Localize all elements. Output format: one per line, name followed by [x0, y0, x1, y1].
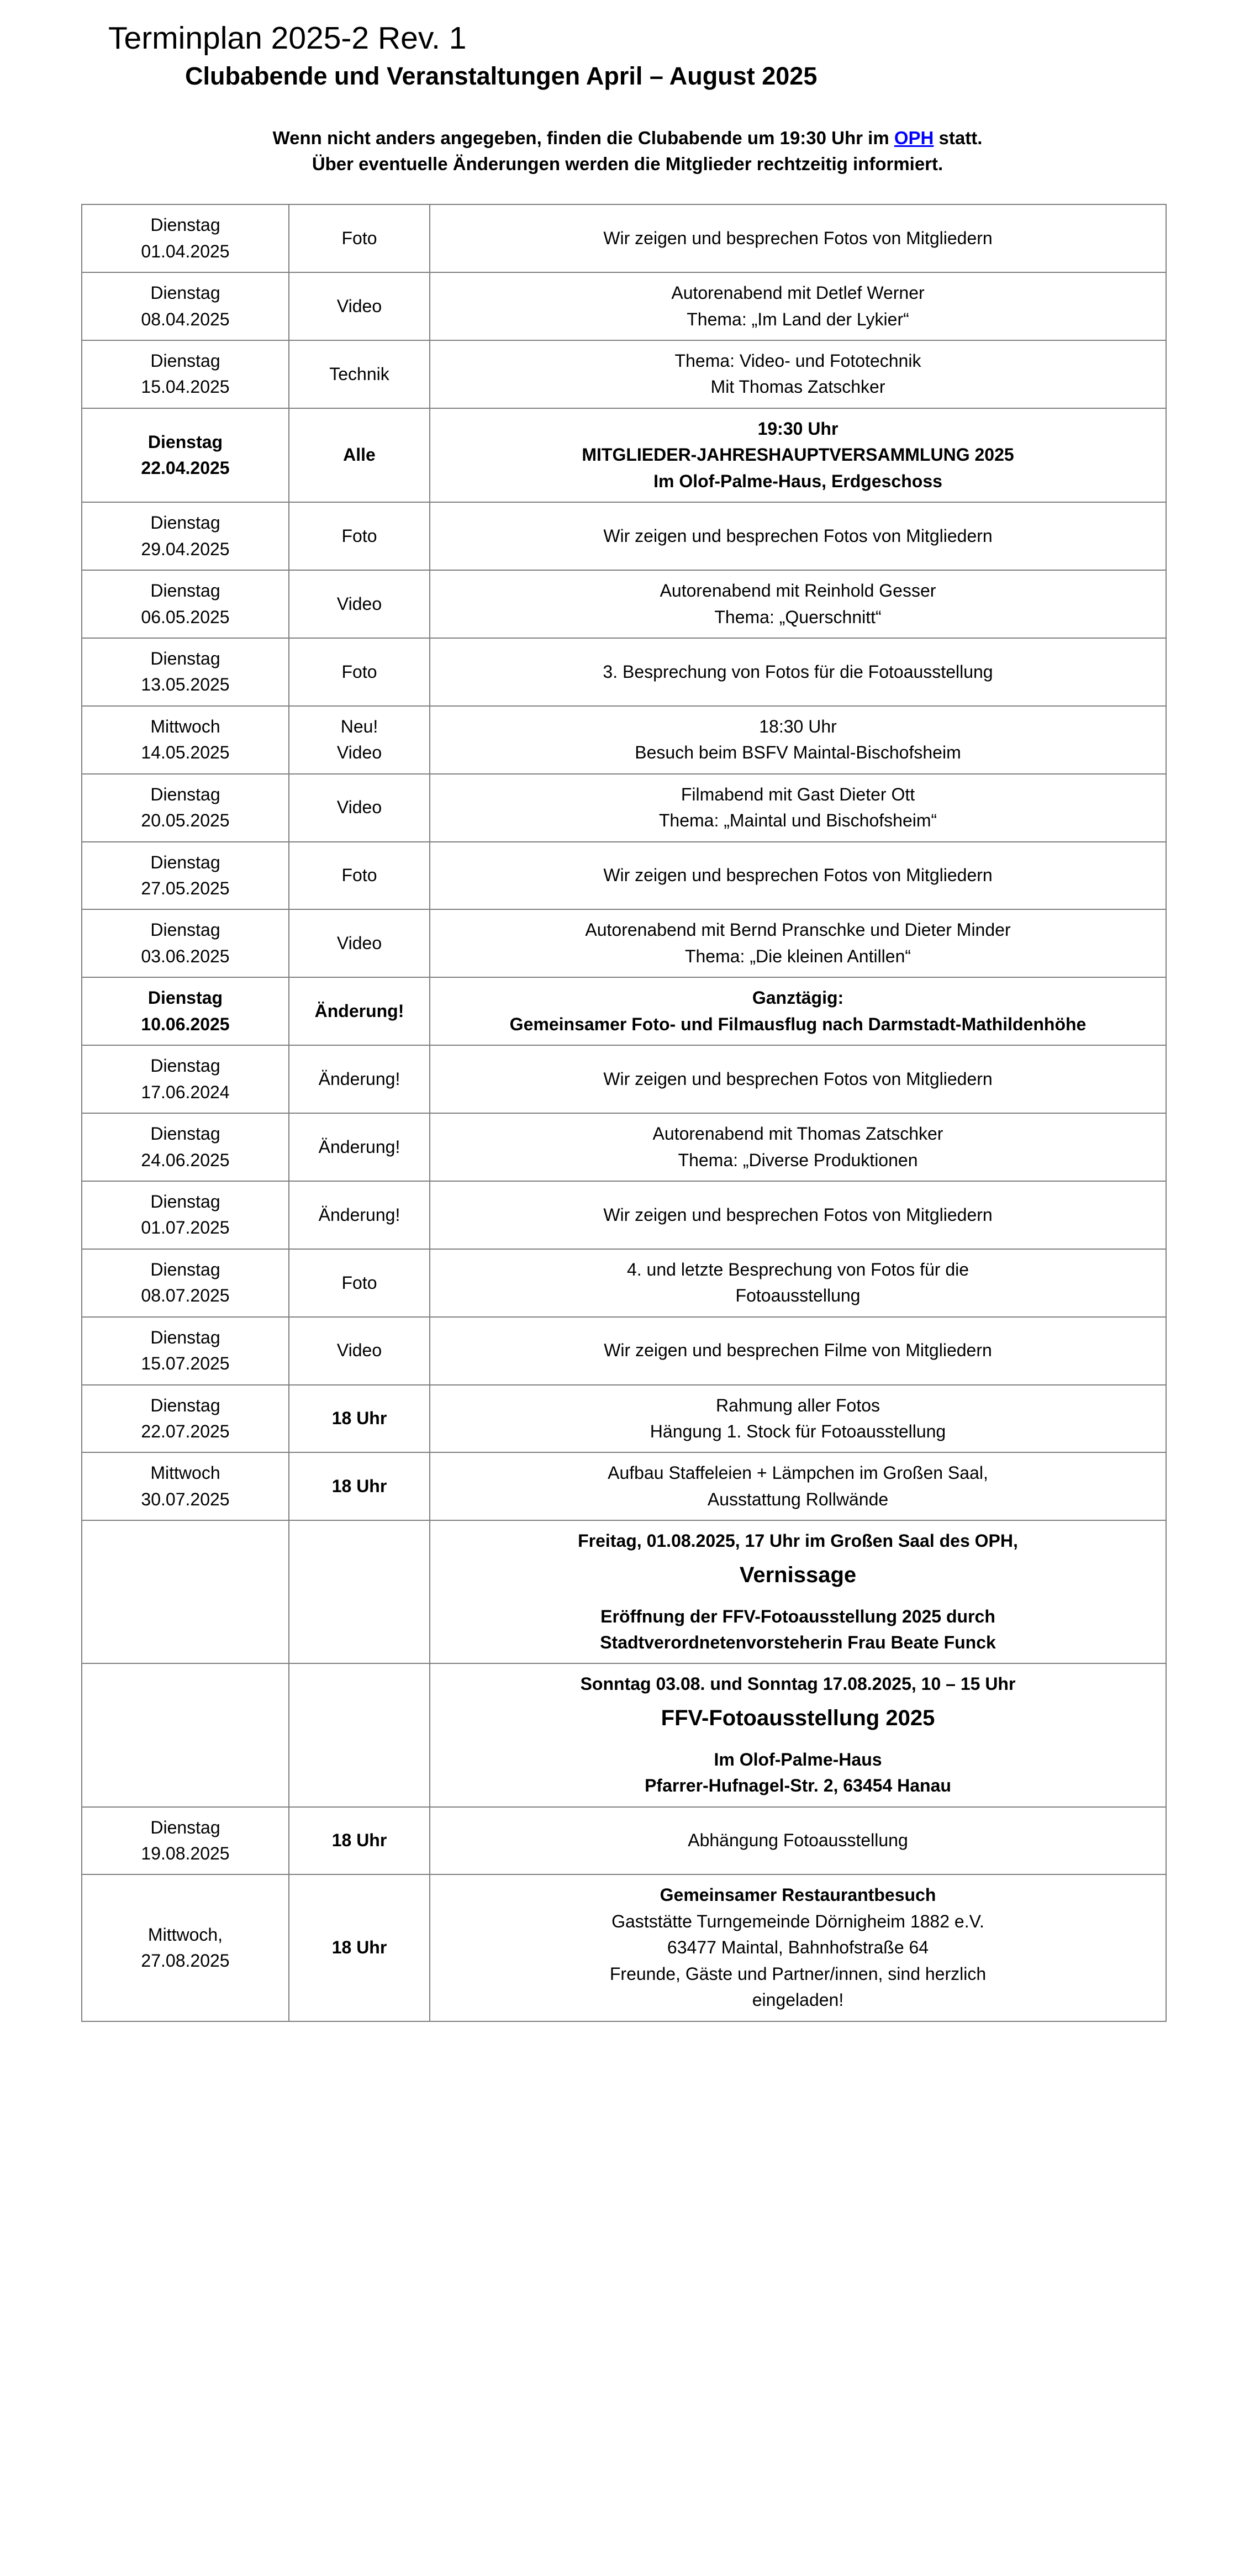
cell-category [289, 1249, 430, 1317]
text-line: Dienstag [150, 648, 220, 668]
text-line: Dienstag [150, 1056, 220, 1076]
text-line: Stadtverordnetenvorsteherin Frau Beate Funck [600, 1632, 996, 1652]
cell-date [82, 1807, 289, 1875]
table-row [82, 1045, 1166, 1113]
cell-date [82, 638, 289, 706]
text-line: 14.05.2025 [141, 742, 230, 763]
text-line: Ganztägig: [752, 988, 844, 1008]
text-line: 18 Uhr [331, 1830, 387, 1851]
text-line: 01.04.2025 [141, 241, 230, 261]
table-row [82, 1385, 1166, 1453]
cell-category [289, 570, 430, 638]
text-line: 3. Besprechung von Fotos für die Fotoausstellung [603, 661, 993, 682]
table-row [82, 842, 1166, 910]
table-row [82, 340, 1166, 408]
text-line: Autorenabend mit Reinhold Gesser [660, 581, 936, 601]
cell-description [430, 1317, 1166, 1385]
table-row [82, 502, 1166, 570]
cell-description [430, 408, 1166, 502]
cell-description [430, 340, 1166, 408]
cell-date [82, 1045, 289, 1113]
text-line: Wir zeigen und besprechen Fotos von Mitgliedern [603, 525, 993, 546]
text-line: 19:30 Uhr [757, 418, 839, 439]
text-line: 08.07.2025 [141, 1286, 230, 1306]
table-row [82, 1807, 1166, 1875]
page-title: Terminplan 2025-2 Rev. 1 [108, 20, 467, 56]
description-headline: FFV-Fotoausstellung 2025 [661, 1705, 935, 1730]
text-line: Thema: „Maintal und Bischofsheim“ [658, 810, 937, 831]
table-row [82, 909, 1166, 977]
spacer [436, 1737, 1160, 1747]
cell-category [289, 204, 430, 272]
text-line: Mittwoch [150, 716, 220, 736]
schedule-table [81, 204, 1167, 2021]
cell-description [430, 1181, 1166, 1249]
table-row [82, 1520, 1166, 1663]
text-line: Im Olof-Palme-Haus [714, 1749, 882, 1769]
table-row [82, 706, 1166, 774]
cell-date [82, 1520, 289, 1663]
cell-category [289, 1113, 430, 1181]
text-line: Dienstag [150, 1191, 220, 1211]
text-line: 19.08.2025 [141, 1843, 230, 1863]
cell-date [82, 1113, 289, 1181]
description-headline: Vernissage [739, 1562, 857, 1587]
text-line: 27.05.2025 [141, 878, 230, 899]
text-line: Besuch beim BSFV Maintal-Bischofsheim [635, 742, 961, 763]
schedule-table-body [82, 204, 1166, 2021]
text-line: 18 Uhr [331, 1937, 387, 1958]
text-line: 13.05.2025 [141, 675, 230, 695]
cell-category [289, 340, 430, 408]
cell-description [430, 1452, 1166, 1520]
text-line: 20.05.2025 [141, 810, 230, 831]
cell-description [430, 1385, 1166, 1453]
cell-description [430, 1874, 1166, 2021]
cell-description [430, 842, 1166, 910]
page-subtitle: Clubabende und Veranstaltungen April – August 2025 [185, 61, 818, 90]
notice-line-1-prefix: Wenn nicht anders angegeben, finden die Clubabende um 19:30 Uhr im [272, 127, 894, 148]
text-line: Dienstag [150, 1124, 220, 1144]
table-row [82, 1874, 1166, 2021]
text-line: Dienstag [150, 215, 220, 235]
cell-date [82, 706, 289, 774]
text-line: Foto [341, 228, 377, 248]
text-line: 10.06.2025 [141, 1014, 230, 1034]
text-line: Thema: „Diverse Produktionen [678, 1150, 918, 1170]
text-line: Wir zeigen und besprechen Fotos von Mitgliedern [603, 1068, 993, 1089]
cell-date [82, 1874, 289, 2021]
cell-description [430, 570, 1166, 638]
cell-date [82, 204, 289, 272]
text-line: Wir zeigen und besprechen Fotos von Mitgliedern [603, 1204, 993, 1225]
cell-date [82, 408, 289, 502]
cell-date [82, 570, 289, 638]
text-line: 01.07.2025 [141, 1218, 230, 1238]
cell-date [82, 272, 289, 340]
text-line: 18 Uhr [331, 1408, 387, 1429]
text-line: 15.07.2025 [141, 1353, 230, 1374]
text-line: Video [336, 593, 382, 614]
cell-description [430, 1249, 1166, 1317]
cell-description [430, 706, 1166, 774]
notice-line-1-suffix: statt. [934, 127, 983, 148]
text-line: eingeladen! [752, 1990, 844, 2010]
text-line: Änderung! [318, 1068, 400, 1089]
text-line: Foto [341, 1272, 377, 1293]
spacer [436, 1594, 1160, 1604]
text-line: Eröffnung der FFV-Fotoausstellung 2025 durch [600, 1606, 995, 1626]
cell-description [430, 977, 1166, 1045]
text-line: Thema: „Querschnitt“ [714, 607, 882, 627]
cell-category [289, 272, 430, 340]
cell-date [82, 340, 289, 408]
text-line: Dienstag [150, 784, 220, 804]
text-line: Dienstag [150, 1327, 220, 1347]
text-line: Foto [341, 661, 377, 682]
cell-category [289, 909, 430, 977]
text-line: Freitag, 01.08.2025, 17 Uhr im Großen Saal des OPH, [578, 1531, 1018, 1551]
text-line: 22.04.2025 [141, 458, 230, 478]
text-line: 18:30 Uhr [759, 716, 837, 736]
text-line: Wir zeigen und besprechen Fotos von Mitgliedern [603, 865, 993, 886]
cell-category [289, 1045, 430, 1113]
text-line: Autorenabend mit Detlef Werner [671, 283, 925, 303]
text-line: Dienstag [150, 1817, 220, 1837]
notice-text [0, 91, 1255, 178]
cell-date [82, 1249, 289, 1317]
cell-date [82, 1385, 289, 1453]
table-row [82, 1663, 1166, 1806]
text-line: Wir zeigen und besprechen Filme von Mitgliedern [604, 1340, 992, 1361]
text-line: Filmabend mit Gast Dieter Ott [681, 784, 915, 804]
text-line: 06.05.2025 [141, 607, 230, 627]
cell-category [289, 842, 430, 910]
cell-description [430, 638, 1166, 706]
text-line: Thema: „Im Land der Lykier“ [687, 309, 909, 329]
cell-category [289, 408, 430, 502]
text-line: 4. und letzte Besprechung von Fotos für die [626, 1259, 969, 1279]
text-line: Abhängung Fotoausstellung [688, 1830, 908, 1851]
cell-date [82, 1452, 289, 1520]
text-line: 27.08.2025 [141, 1951, 230, 1971]
text-line: Sonntag 03.08. und Sonntag 17.08.2025, 10 – 15 Uhr [580, 1674, 1016, 1694]
cell-category [289, 1663, 430, 1806]
cell-date [82, 1181, 289, 1249]
text-line: Mittwoch [150, 1463, 220, 1483]
text-line: Autorenabend mit Bernd Pranschke und Dieter Minder [585, 920, 1011, 940]
cell-category [289, 638, 430, 706]
text-line: Rahmung aller Fotos [715, 1395, 880, 1415]
cell-date [82, 502, 289, 570]
text-line: Technik [329, 364, 389, 384]
cell-description [430, 1807, 1166, 1875]
cell-date [82, 977, 289, 1045]
text-line: Dienstag [147, 431, 223, 452]
text-line: Ausstattung Rollwände [707, 1489, 889, 1509]
text-line: Video [336, 797, 382, 818]
cell-category [289, 1452, 430, 1520]
text-line: Dienstag [150, 581, 220, 601]
table-row [82, 1317, 1166, 1385]
text-line: Thema: „Die kleinen Antillen“ [684, 946, 911, 966]
text-line: 03.06.2025 [141, 946, 230, 966]
table-row [82, 272, 1166, 340]
cell-category [289, 1520, 430, 1663]
cell-category [289, 774, 430, 842]
cell-category [289, 706, 430, 774]
text-line: Video [336, 1340, 382, 1361]
table-row [82, 204, 1166, 272]
cell-category [289, 1317, 430, 1385]
description-heading: Gemeinsamer Restaurantbesuch [660, 1885, 936, 1905]
text-line: Video [336, 933, 382, 954]
text-line: Fotoausstellung [735, 1286, 861, 1306]
cell-category [289, 977, 430, 1045]
cell-date [82, 909, 289, 977]
cell-category [289, 1385, 430, 1453]
text-line: Mittwoch, [147, 1924, 223, 1945]
oph-link[interactable]: OPH [894, 127, 934, 148]
cell-category [289, 1181, 430, 1249]
cell-description [430, 204, 1166, 272]
text-line: Gaststätte Turngemeinde Dörnigheim 1882 e.V. [611, 1911, 984, 1931]
notice-line-2: Über eventuelle Änderungen werden die Mitglieder rechtzeitig informiert. [312, 154, 943, 175]
text-line: Änderung! [318, 1204, 400, 1225]
text-line: Dienstag [150, 852, 220, 872]
cell-date [82, 774, 289, 842]
text-line: Dienstag [150, 513, 220, 533]
text-line: Video [336, 296, 382, 316]
cell-description [430, 1113, 1166, 1181]
table-row [82, 638, 1166, 706]
text-line: Gemeinsamer Foto- und Filmausflug nach Darmstadt-Mathildenhöhe [509, 1014, 1087, 1034]
text-line: 63477 Maintal, Bahnhofstraße 64 [667, 1937, 929, 1958]
cell-date [82, 1317, 289, 1385]
text-line: Im Olof-Palme-Haus, Erdgeschoss [653, 471, 942, 491]
text-line: Dienstag [150, 1259, 220, 1279]
text-line: Foto [341, 865, 377, 886]
table-row [82, 774, 1166, 842]
text-line: Dienstag [150, 920, 220, 940]
text-line: 30.07.2025 [141, 1489, 230, 1509]
text-line: 29.04.2025 [141, 539, 230, 559]
cell-date [82, 842, 289, 910]
notice-line-1 [88, 125, 1167, 151]
text-line: 22.07.2025 [141, 1421, 230, 1442]
cell-description [430, 909, 1166, 977]
text-line: Wir zeigen und besprechen Fotos von Mitgliedern [603, 228, 993, 248]
table-row [82, 1452, 1166, 1520]
table-row [82, 1181, 1166, 1249]
text-line: Autorenabend mit Thomas Zatschker [652, 1124, 943, 1144]
text-line: Änderung! [318, 1136, 400, 1157]
schedule-table-container [0, 177, 1255, 2021]
text-line: Dienstag [147, 988, 223, 1008]
cell-description [430, 1045, 1166, 1113]
text-line: Mit Thomas Zatschker [710, 377, 885, 397]
text-line: Dienstag [150, 283, 220, 303]
text-line: Hängung 1. Stock für Fotoausstellung [650, 1421, 946, 1442]
cell-description [430, 272, 1166, 340]
table-row [82, 570, 1166, 638]
text-line: MITGLIEDER-JAHRESHAUPTVERSAMMLUNG 2025 [582, 445, 1014, 465]
text-line: 24.06.2025 [141, 1150, 230, 1170]
text-line: Pfarrer-Hufnagel-Str. 2, 63454 Hanau [645, 1776, 951, 1796]
text-line: Neu! [340, 716, 378, 736]
text-line: Foto [341, 525, 377, 546]
cell-category [289, 1874, 430, 2021]
cell-date [82, 1663, 289, 1806]
text-line: Freunde, Gäste und Partner/innen, sind herzlich [609, 1963, 987, 1984]
text-line: Änderung! [314, 1001, 404, 1021]
cell-description [430, 1663, 1166, 1806]
text-line: Aufbau Staffeleien + Lämpchen im Großen Saal, [608, 1463, 988, 1483]
document-header [0, 0, 1255, 177]
text-line: Thema: Video- und Fototechnik [674, 351, 921, 371]
table-row [82, 408, 1166, 502]
table-row [82, 1113, 1166, 1181]
cell-category [289, 1807, 430, 1875]
text-line: 17.06.2024 [141, 1082, 230, 1102]
text-line: 18 Uhr [331, 1476, 387, 1497]
text-line: Video [336, 742, 382, 763]
text-line: 08.04.2025 [141, 309, 230, 329]
table-row [82, 977, 1166, 1045]
table-row [82, 1249, 1166, 1317]
text-line: Dienstag [150, 351, 220, 371]
cell-description [430, 1520, 1166, 1663]
text-line: 15.04.2025 [141, 377, 230, 397]
cell-description [430, 502, 1166, 570]
cell-category [289, 502, 430, 570]
text-line: Dienstag [150, 1395, 220, 1415]
text-line: Alle [343, 445, 376, 465]
cell-description [430, 774, 1166, 842]
